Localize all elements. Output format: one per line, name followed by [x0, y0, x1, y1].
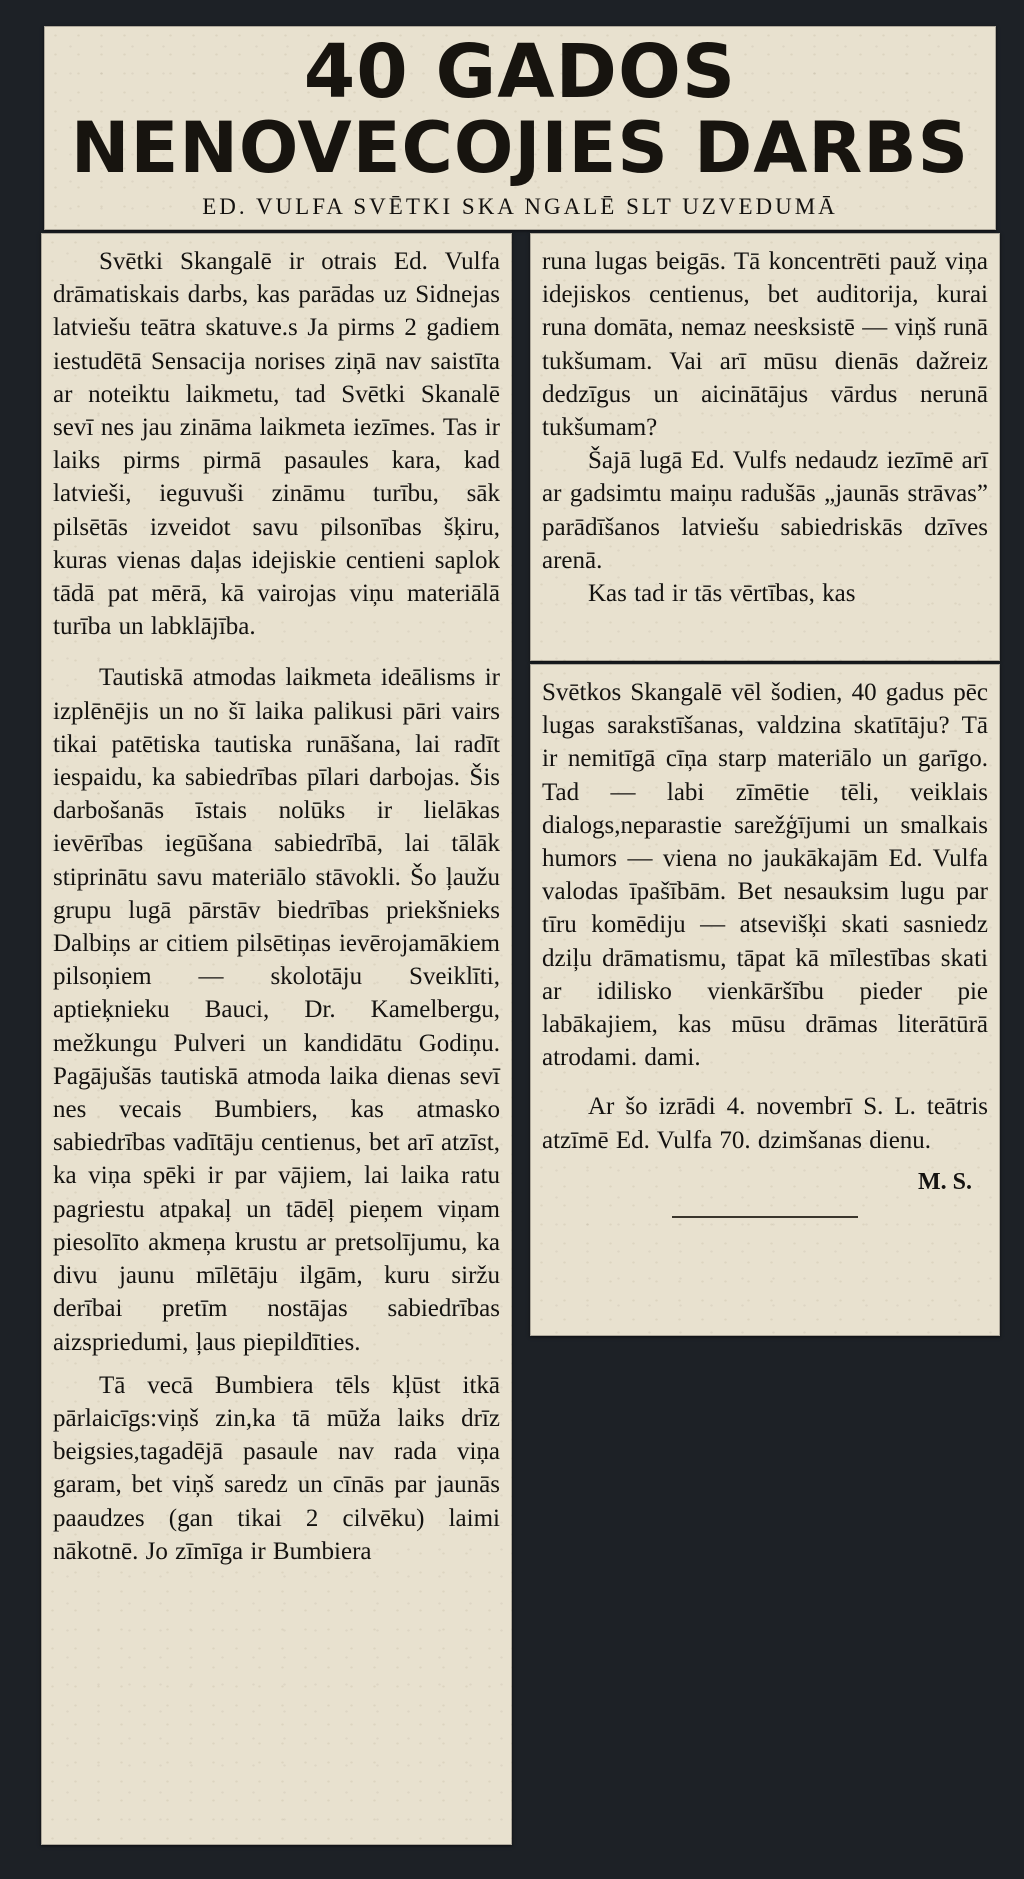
headline-line-2: NENOVECOJIES DARBS [70, 107, 970, 189]
headline-clipping [44, 26, 996, 230]
paragraph-6: Kas tad ir tās vērtības, kas [588, 580, 856, 608]
paragraph-5: Šajā lugā Ed. Vulfs nedaudz iezīmē arī ar gadsimtu maiņu radušās „jaunās strāvas” parādīšanos latviešu sabiedriskās dzīves arenā. [542, 447, 988, 574]
author-signature: M. S. [918, 1168, 972, 1195]
left-column-clipping [41, 233, 512, 1845]
paragraph-1: Svētki Skangalē ir otrais Ed. Vulfa drāmatiskais darbs, kas parādas uz Sidnejas latviešu teātra skatuve.s Ja pirms 2 gadiem iestudētā Sensacija norises ziņā nav saistīta ar noteiktu laikmetu, tad Svētki Skanalē sevī nes jau zināma laikmeta iezīmes. Tas ir laiks pirms pirmā pasaules kara, kad latvieši, ieguvuši zināmu turību, sāk pilsētās izveidot savu pilsonības šķiru, kuras vienas daļas idejiskie centieni saplok tādā pat mērā, kā vairojas viņu materiālā turība un labklājība. [53, 248, 500, 641]
right-bottom-column-clipping [530, 664, 1000, 1336]
headline-line-1: 40 GADOS [303, 29, 737, 115]
paragraph-3: Tā vecā Bumbiera tēls kļūst itkā pārlaicīgs:viņš zin,ka tā mūža laiks drīz beigsies,tagadējā pasaule nav rada viņa garam, bet viņš saredz un cīnās par jaunās paaudzes (gan tikai 2 cilvēku) laimi nākotnē. Jo zīmīga ir Bumbiera [53, 1371, 500, 1565]
paragraph-4: runa lugas beigās. Tā koncentrēti pauž viņa idejiskos centienus, bet auditorija, kurai runa domāta, nemaz neesksistē — viņš runā tukšumam. Vai arī mūsu dienās dažreiz dedzīgus un aicinātājus vārdus nerunā tukšumam? [542, 248, 988, 442]
paragraph-2: Tautiskā atmodas laikmeta ideālisms ir izplēnējis un no šī laika palikusi pāri vairs tikai patētiska tautiska runāšana, lai radīt iespaidu, ka sabiedrības pīlari darbojas. Šis darbošanās īstais nolūks ir lielākas ievērības iegūšana sabiedrībā, lai tālāk stiprinātu savu materiālo stāvokli. Šo ļaužu grupu lugā pārstāv biedrības priekšnieks Dalbiņs ar citiem pilsētiņas ievērojamākiem pilsoņiem — skolotāju Sveiklīti, aptieķnieku Bauci, Dr. Kamelbergu, mežkungu Pulveri un kandidātu Godiņu. Pagājušās tautiskā atmoda laika dienas sevī nes vecais Bumbiers, kas atmasko sabiedrības vadītāju centienus, bet arī atzīst, ka viņa spēki ir par vājiem, lai laika ratu pagriestu atpakaļ un tādēļ pieņem viņam piesolīto akmeņa krustu ar pretsolījumu, ka divu jaunu mīlētāju ilgām, kuru siržu derībai pretīm nostājas sabiedrības aizspriedumi, ļaus piepildīties. [53, 664, 500, 1356]
right-top-column-clipping [530, 233, 1000, 661]
subheadline: ED. VULFA SVĒTKI SKA NGALĒ SLT UZVEDUMĀ [202, 194, 838, 219]
closing-rule [672, 1216, 858, 1218]
headline [44, 26, 996, 189]
paragraph-7: Svētkos Skangalē vēl šodien, 40 gadus pēc lugas sarakstīšanas, valdzina skatītāju? Tā ir nemitīgā cīņa starp materiālo un garīgo. Tad — labi zīmētie tēli, veiklais dialogs,neparastie sarežģījumi un smalkais humors — viena no jaukākajām Ed. Vulfa valodas īpašībām. Bet nesauksim lugu par tīru komēdiju — atsevišķi skati sasniedz dziļu drāmatismu, tāpat kā mīlestības skati ar idilisko vienkāršību pieder pie labākajiem, kas mūsu drāmas literātūrā atrodami. dami. [542, 679, 988, 1072]
paragraph-8: Ar šo izrādi 4. novembrī S. L. teātris atzīmē Ed. Vulfa 70. dzimšanas dienu. [542, 1093, 988, 1154]
